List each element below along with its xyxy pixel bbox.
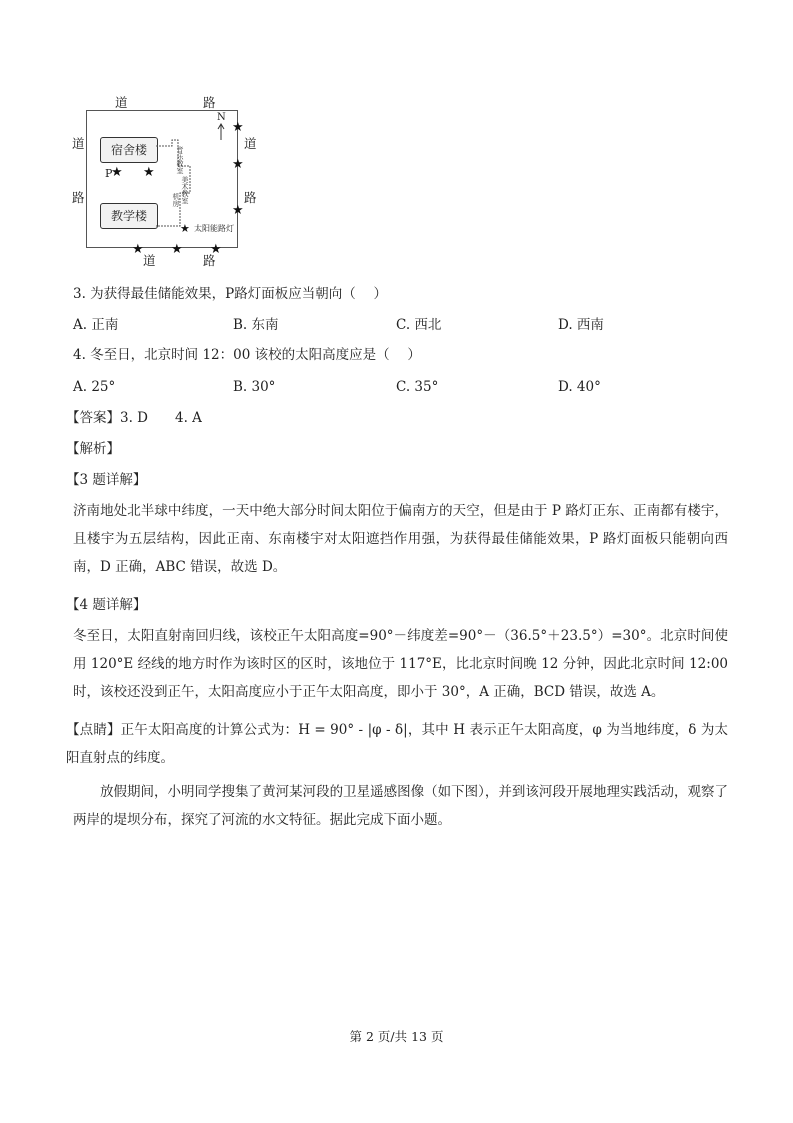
road-label-top-right: 路 [203,95,216,110]
solar-lamp: ★ [210,242,222,257]
q4-detail-label: 【4 题详解】 [66,597,147,613]
analysis-label: 【解析】 [66,441,120,457]
question-3-option-c: C. 西北 [396,317,442,333]
tip-text: 正午太阳高度的计算公式为：H = 90° - |φ - δ|，其中 H 表示正午太阳高度，φ 为当地纬度，δ 为太阳直射点的纬度。 [66,722,729,766]
road-label-right-bottom: 路 [244,190,257,205]
road-label-bottom-left: 道 [143,253,156,268]
q4-detail-text: 冬至日，太阳直射南回归线，该校正午太阳高度=90°－纬度差=90°－（36.5°＋23.5°）=30°。北京时间使用 120°E 经线的地方时作为该时区的区时，该地位于 117°E，比北京时间晚 12 分钟，因此北京时间 12:00 时，该校还没到正午，太阳高度应小于正午太阳高度，即小于 30°，A 正确，BCD 错误，故选 A。 [73,628,728,700]
teaching-building [100,203,158,229]
question-4-option-b: B. 30° [233,379,276,395]
answer-text: 3. D 4. A [120,410,202,426]
page-footer: 第 2 页/共 13 页 [349,1029,444,1044]
teaching-label: 教学楼 [110,209,147,223]
question-3-option-b: B. 东南 [233,317,279,333]
dormitory-label: 宿舍楼 [110,143,147,157]
road-label-bottom-right: 路 [203,253,216,268]
solar-lamp: ★ [232,157,244,172]
solar-lamp: ★ [143,165,155,180]
q3-detail-text: 济南地处北半球中纬度，一天中绝大部分时间太阳位于偏南方的天空，但是由于 P 路灯正东、正南都有楼宇，且楼宇为五层结构，因此正南、东南楼宇对太阳遮挡作用强，为获得最佳储能效果，P 路灯面板只能朝向西南，D 正确，ABC 错误，故选 D。 [73,503,728,575]
road-label-right-top: 道 [244,136,257,151]
machine-room-label: 机房 [172,193,180,207]
answer-line [66,409,202,427]
legend-star-icon: ★ [180,222,190,235]
p-label: P [105,167,113,180]
road-label-left-bottom: 路 [72,190,85,205]
solar-lamp: ★ [171,242,183,257]
question-3-option-d: D. 西南 [558,317,604,333]
question-4-option-c: C. 35° [396,379,439,395]
question-3-option-a: A. 正南 [73,317,119,333]
q3-detail-label: 【3 题详解】 [66,472,147,488]
campus-map [60,88,270,268]
tip-label: 【点睛】 [66,722,121,738]
question-4-option-a: A. 25° [73,379,116,395]
solar-lamp: ★ [232,120,244,135]
road-label-top-left: 道 [115,95,128,110]
north-arrow-icon [216,123,226,141]
legend-label: 太阳能路灯 [194,224,234,233]
solar-lamp: ★ [132,242,144,257]
tip-paragraph [66,716,728,772]
answer-label: 【答案】 [66,410,120,426]
road-label-left-top: 道 [72,136,85,151]
solar-lamp: ★ [232,203,244,218]
next-section-intro: 放假期间，小明同学搜集了黄河某河段的卫星遥感图像（如下图），并到该河段开展地理实践活动，观察了两岸的堤坝分布，探究了河流的水文特征。据此完成下面小题。 [73,784,728,828]
music-room-label: 音乐教室 [176,146,184,174]
dormitory-building [100,137,158,163]
question-4-stem: 4. 冬至日，北京时间 12：00 该校的太阳高度应是（ ） [73,347,421,363]
solar-lamp-p: ★ [111,165,123,180]
question-4-option-d: D. 40° [558,379,601,395]
art-room-label: 美术教室 [181,176,189,204]
question-3-stem: 3. 为获得最佳储能效果，P路灯面板应当朝向（ ） [73,286,388,302]
north-label: N [217,112,226,123]
